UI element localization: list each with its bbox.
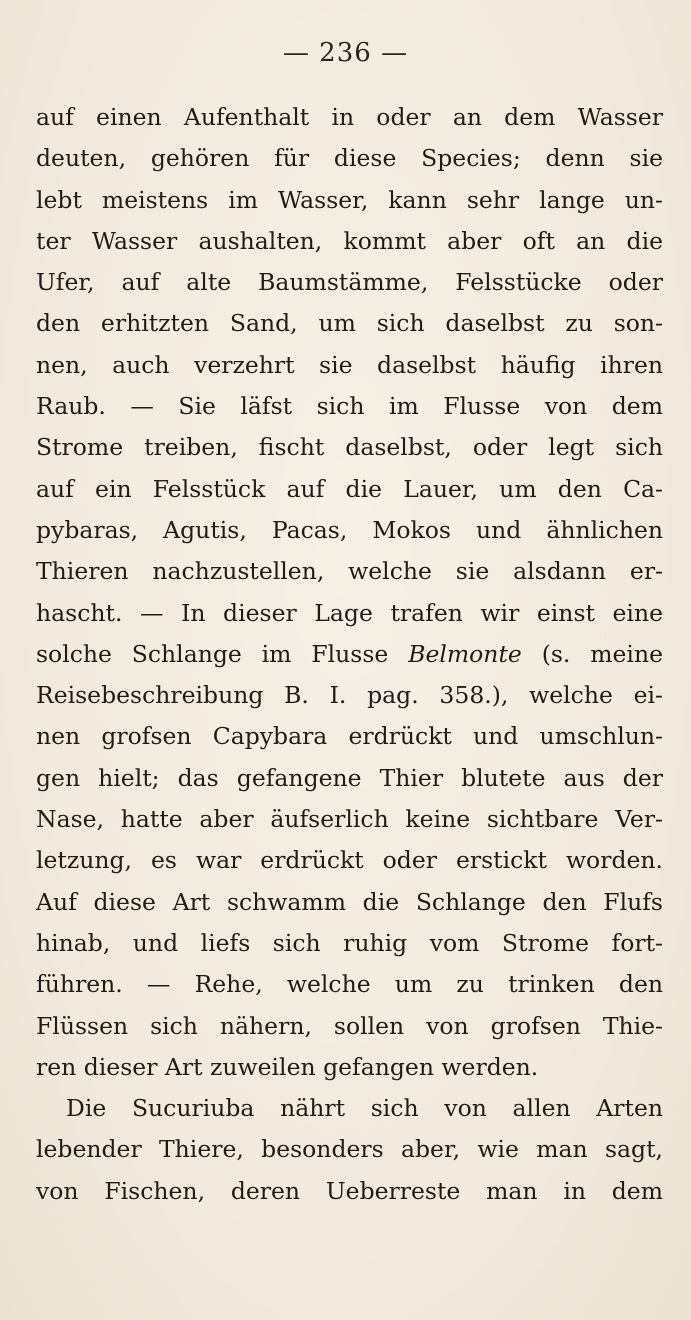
text-line: den erhitzten Sand, um sich daselbst zu son- — [36, 309, 663, 338]
text-line: auf einen Aufenthalt in oder an dem Wasser — [36, 103, 663, 131]
text-line: auf ein Felsstück auf die Lauer, um den Ca- — [36, 474, 663, 503]
page-number: — 236 — — [282, 38, 409, 68]
text-line: lebt meistens im Wasser, kann sehr lange un- — [36, 185, 663, 214]
text-line: Auf diese Art schwamm die Schlange den Flufs — [36, 887, 663, 916]
text-segment: (s. meine — [541, 639, 663, 668]
text-line: Thieren nachzustellen, welche sie alsdann er- — [36, 557, 663, 586]
text-line: ren dieser Art zuweilen gefangen werden. — [36, 1052, 539, 1081]
text-line-with-italic — [36, 634, 663, 675]
text-line: nen, auch verzehrt sie daselbst häufig ihren — [36, 350, 663, 379]
text-line: Ufer, auf alte Baumstämme, Felsstücke oder — [36, 268, 663, 297]
text-line: ter Wasser aushalten, kommt aber oft an die — [36, 226, 663, 255]
text-line: Die Sucuriuba nährt sich von allen Arten — [66, 1094, 663, 1123]
text-line: führen. — Rehe, welche um zu trinken den — [36, 970, 663, 999]
text-line: nen grofsen Capybara erdrückt und umschlun- — [36, 722, 663, 751]
text-line: hinab, und liefs sich ruhig vom Strome fort- — [36, 928, 663, 957]
text-line: Reisebeschreibung B. I. pag. 358.), welche ei- — [36, 681, 663, 710]
text-line: Strome treiben, fischt daselbst, oder legt sich — [36, 433, 663, 462]
text-line: Flüssen sich nähern, sollen von grofsen Thie- — [36, 1011, 663, 1040]
text-line: letzung, es war erdrückt oder erstickt worden. — [36, 846, 663, 875]
text-line: deuten, gehören für diese Species; denn sie — [36, 144, 663, 173]
text-line: von Fischen, deren Ueberreste man in dem — [36, 1176, 663, 1205]
text-line: lebender Thiere, besonders aber, wie man sagt, — [36, 1135, 663, 1164]
body-text — [36, 97, 663, 1212]
text-line: Raub. — Sie läfst sich im Flusse von dem — [36, 392, 663, 421]
text-segment: solche Schlange im Flusse — [36, 639, 389, 668]
text-line: gen hielt; das gefangene Thier blutete aus der — [36, 763, 663, 792]
italic-place-name: Belmonte — [408, 639, 522, 668]
text-line: pybaras, Agutis, Pacas, Mokos und ähnlichen — [36, 515, 663, 544]
text-line: hascht. — In dieser Lage trafen wir einst eine — [36, 598, 663, 627]
text-line: Nase, hatte aber äufserlich keine sichtbare Ver- — [36, 805, 663, 834]
